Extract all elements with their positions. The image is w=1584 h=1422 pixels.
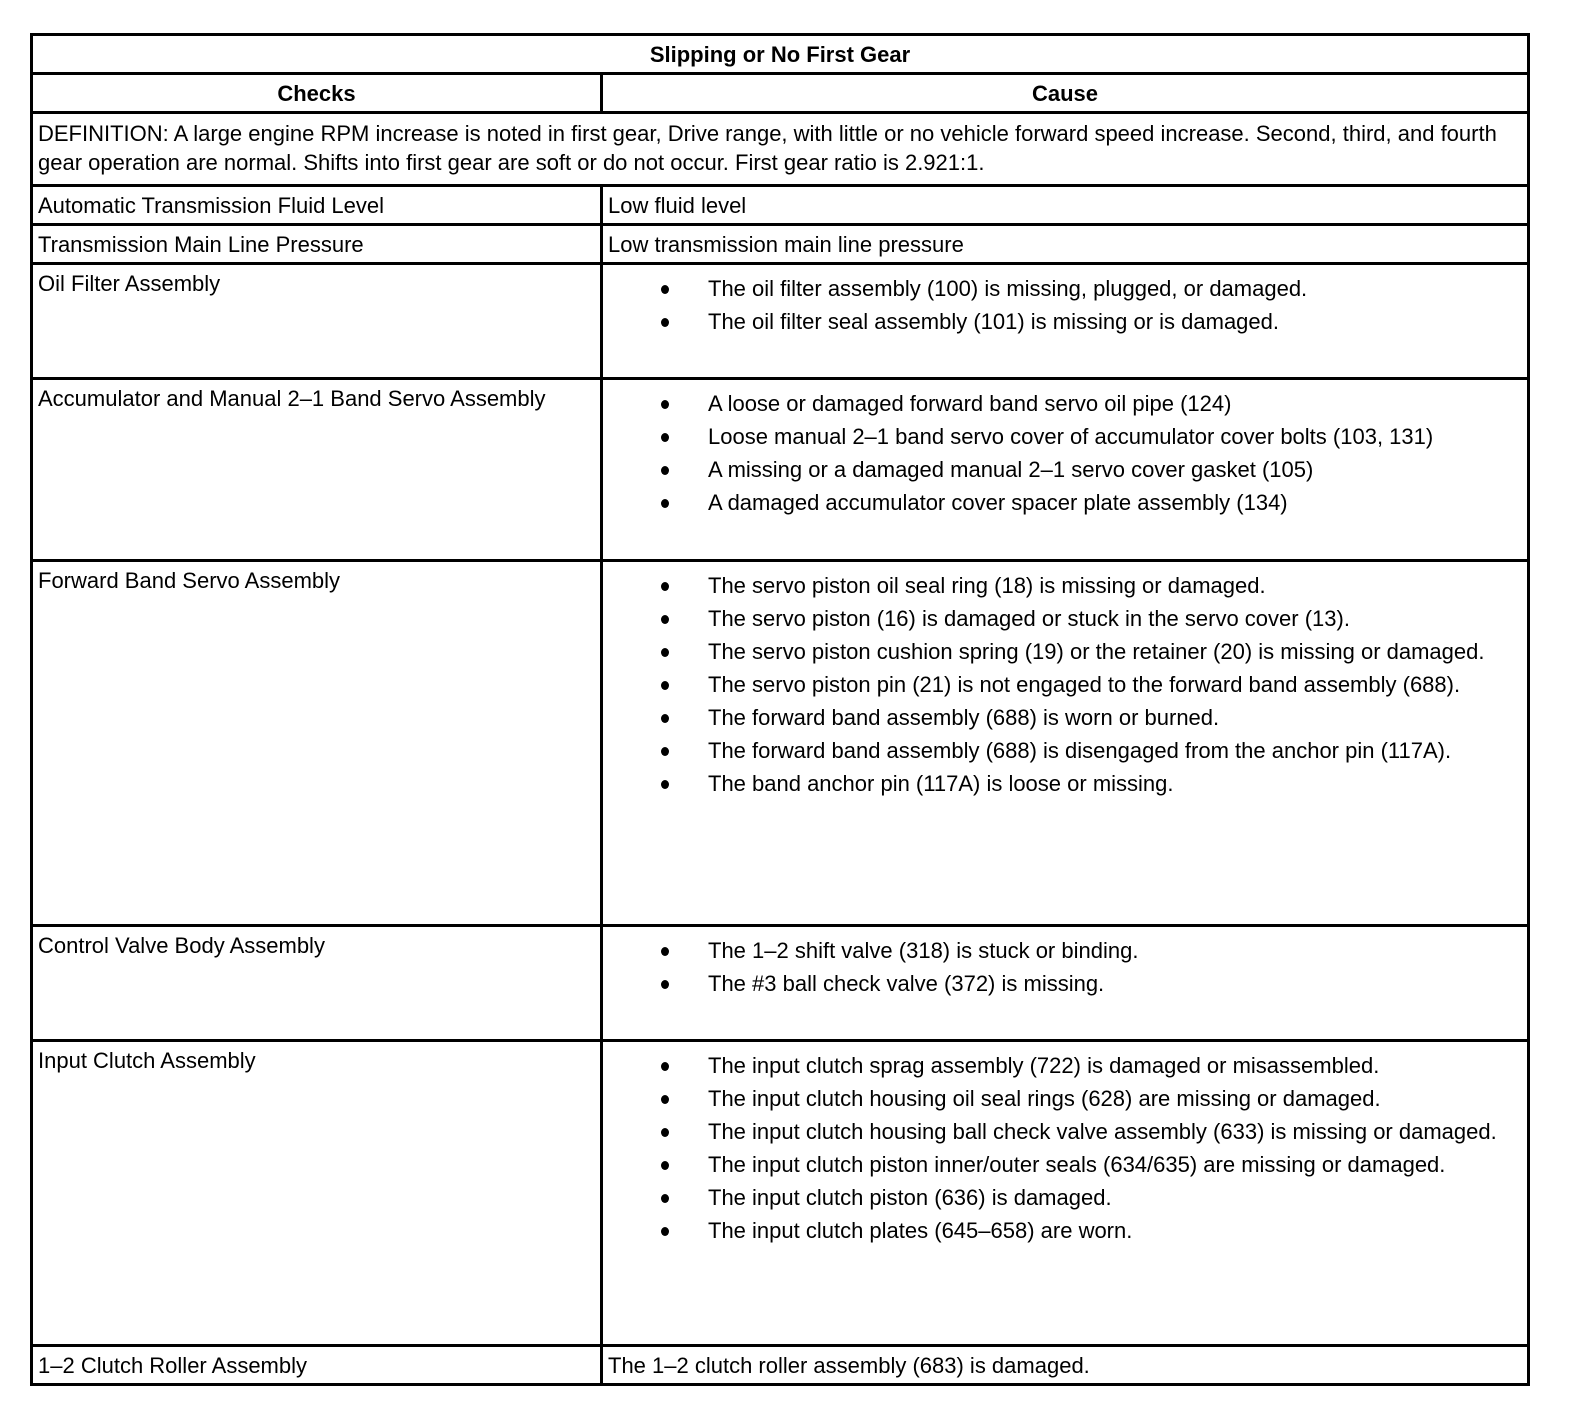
- table-row: [32, 926, 1529, 1041]
- list-item: The input clutch housing ball check valve assembly (633) is missing or damaged.: [708, 1117, 1525, 1146]
- cause-list: [608, 936, 1525, 998]
- cause-cell: [602, 926, 1529, 1041]
- table-row: [32, 264, 1529, 379]
- table-row: [32, 1041, 1529, 1346]
- check-cell: Oil Filter Assembly: [32, 264, 602, 379]
- list-item: The servo piston (16) is damaged or stuck in the servo cover (13).: [708, 604, 1525, 633]
- list-item: The forward band assembly (688) is disengaged from the anchor pin (117A).: [708, 736, 1525, 765]
- list-item: Loose manual 2–1 band servo cover of accumulator cover bolts (103, 131): [708, 422, 1525, 451]
- table-row: [32, 561, 1529, 926]
- header-cause: Cause: [602, 74, 1529, 113]
- list-item: The oil filter assembly (100) is missing, plugged, or damaged.: [708, 274, 1525, 303]
- list-item: The servo piston cushion spring (19) or the retainer (20) is missing or damaged.: [708, 637, 1525, 666]
- list-item: The band anchor pin (117A) is loose or missing.: [708, 769, 1525, 798]
- check-cell: Automatic Transmission Fluid Level: [32, 186, 602, 225]
- table-row: [32, 379, 1529, 561]
- check-cell: Forward Band Servo Assembly: [32, 561, 602, 926]
- table-row: [32, 1346, 1529, 1385]
- list-item: The input clutch piston (636) is damaged.: [708, 1183, 1525, 1212]
- cause-cell: The 1–2 clutch roller assembly (683) is damaged.: [602, 1346, 1529, 1385]
- cause-list: [608, 274, 1525, 336]
- cause-cell: [602, 1041, 1529, 1346]
- list-item: The input clutch plates (645–658) are worn.: [708, 1216, 1525, 1245]
- table-title-row: [32, 35, 1529, 74]
- list-item: The servo piston pin (21) is not engaged to the forward band assembly (688).: [708, 670, 1525, 699]
- cause-cell: [602, 264, 1529, 379]
- table-header-row: [32, 74, 1529, 113]
- definition-row: [32, 113, 1529, 186]
- list-item: A damaged accumulator cover spacer plate assembly (134): [708, 488, 1525, 517]
- check-cell: Transmission Main Line Pressure: [32, 225, 602, 264]
- header-checks: Checks: [32, 74, 602, 113]
- cause-cell: Low transmission main line pressure: [602, 225, 1529, 264]
- check-cell: Input Clutch Assembly: [32, 1041, 602, 1346]
- list-item: A missing or a damaged manual 2–1 servo cover gasket (105): [708, 455, 1525, 484]
- check-cell: Accumulator and Manual 2–1 Band Servo Assembly: [32, 379, 602, 561]
- list-item: The input clutch housing oil seal rings (628) are missing or damaged.: [708, 1084, 1525, 1113]
- table-row: [32, 225, 1529, 264]
- diagnostic-table: [30, 33, 1530, 1386]
- table-title: Slipping or No First Gear: [32, 35, 1529, 74]
- list-item: The oil filter seal assembly (101) is missing or is damaged.: [708, 307, 1525, 336]
- table-row: [32, 186, 1529, 225]
- list-item: The forward band assembly (688) is worn or burned.: [708, 703, 1525, 732]
- cause-cell: [602, 379, 1529, 561]
- definition-text: DEFINITION: A large engine RPM increase is noted in first gear, Drive range, with little or no vehicle forward speed increase. Second, third, and fourth gear operation are normal. Shifts into first gear are soft or do not occur. First gear ratio is 2.921:1.: [32, 113, 1529, 186]
- check-cell: Control Valve Body Assembly: [32, 926, 602, 1041]
- list-item: A loose or damaged forward band servo oil pipe (124): [708, 389, 1525, 418]
- cause-list: [608, 389, 1525, 517]
- cause-cell: Low fluid level: [602, 186, 1529, 225]
- check-cell: 1–2 Clutch Roller Assembly: [32, 1346, 602, 1385]
- list-item: The #3 ball check valve (372) is missing.: [708, 969, 1525, 998]
- list-item: The 1–2 shift valve (318) is stuck or binding.: [708, 936, 1525, 965]
- cause-list: [608, 1051, 1525, 1245]
- cause-list: [608, 571, 1525, 798]
- cause-cell: [602, 561, 1529, 926]
- list-item: The input clutch sprag assembly (722) is damaged or misassembled.: [708, 1051, 1525, 1080]
- list-item: The servo piston oil seal ring (18) is missing or damaged.: [708, 571, 1525, 600]
- list-item: The input clutch piston inner/outer seals (634/635) are missing or damaged.: [708, 1150, 1525, 1179]
